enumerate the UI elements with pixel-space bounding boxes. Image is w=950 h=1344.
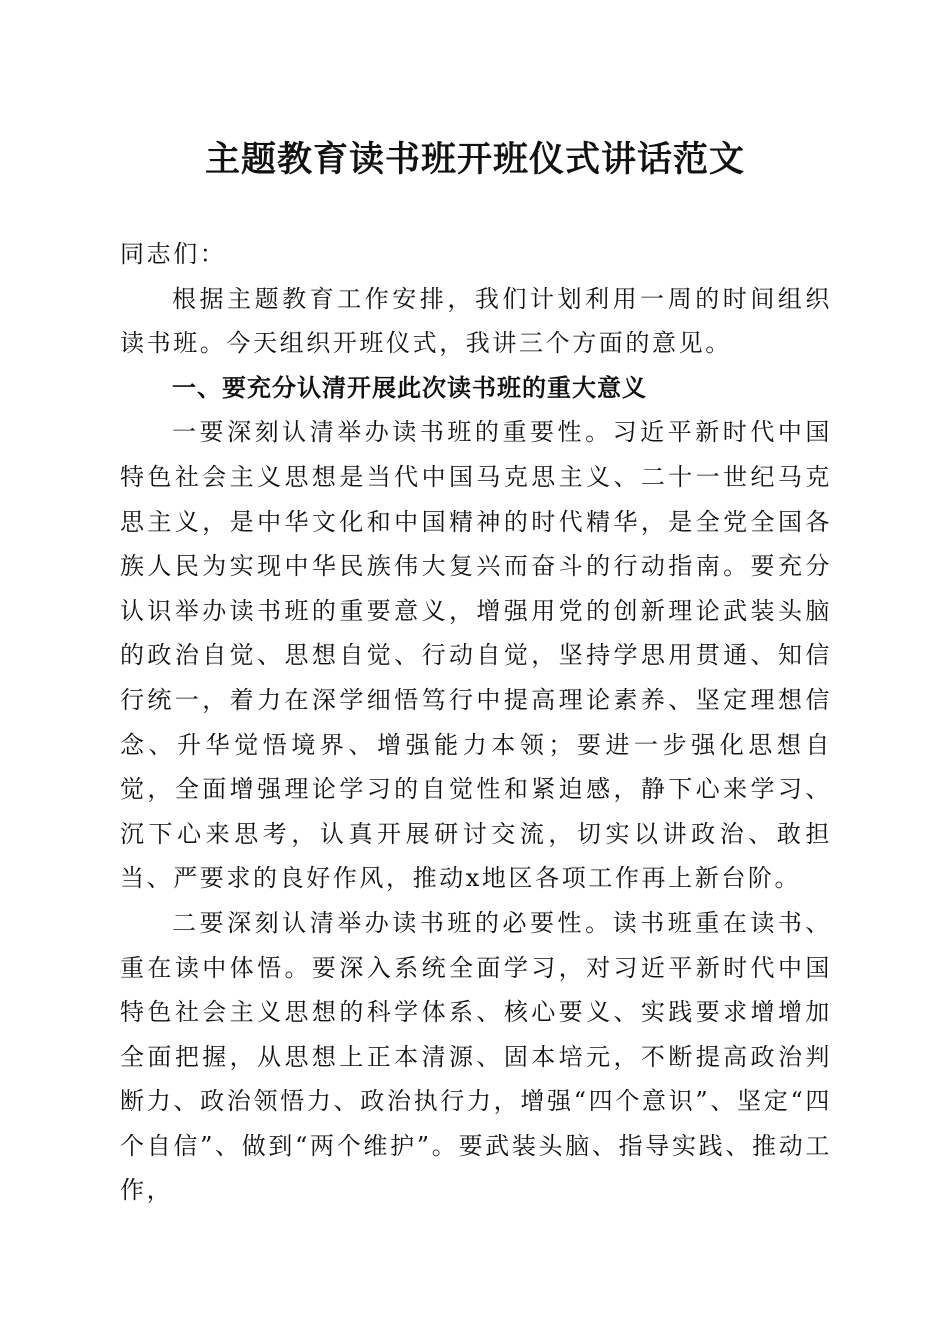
document-title: 主题教育读书班开班仪式讲话范文 xyxy=(204,140,745,180)
body-paragraph-2: 二要深刻认清举办读书班的必要性。读书班重在读书、重在读中体悟。要深入系统全面学习，对习近平新时代中国特色社会主义思想的科学体系、核心要义、实践要求增增加全面把握，从思想上正本清源、固本培元，不断提高政治判断力、政治领悟力、政治执行力，增强“四个意识”、坚定“四个自信”、做到“两个维护”。要武装头脑、指导实践、推动工作， xyxy=(120,908,832,1205)
intro-paragraph: 根据主题教育工作安排，我们计划利用一周的时间组织读书班。今天组织开班仪式，我讲三个方面的意见。 xyxy=(120,284,832,358)
section-heading: 一、要充分认清开展此次读书班的重大意义 xyxy=(172,373,647,402)
salutation: 同志们： xyxy=(120,240,227,268)
body-paragraph-1: 一要深刻认清举办读书班的重要性。习近平新时代中国特色社会主义思想是当代中国马克思主义、二十一世纪马克思主义，是中华文化和中国精神的时代精华，是全党全国各族人民为实现中华民族伟大复兴而奋斗的行动指南。要充分认识举办读书班的重要意义，增强用党的创新理论武装头脑的政治自觉、思想自觉、行动自觉，坚持学思用贯通、知信行统一，着力在深学细悟笃行中提高理论素养、坚定理想信念、升华觉悟境界、增强能力本领；要进一步强化思想自觉，全面增强理论学习的自觉性和紧迫感，静下心来学习、沉下心来思考，认真开展研讨交流，切实以讲政治、敢担当、严要求的良好作风，推动x地区各项工作再上新台阶。 xyxy=(120,418,832,893)
document-body xyxy=(120,232,832,1213)
